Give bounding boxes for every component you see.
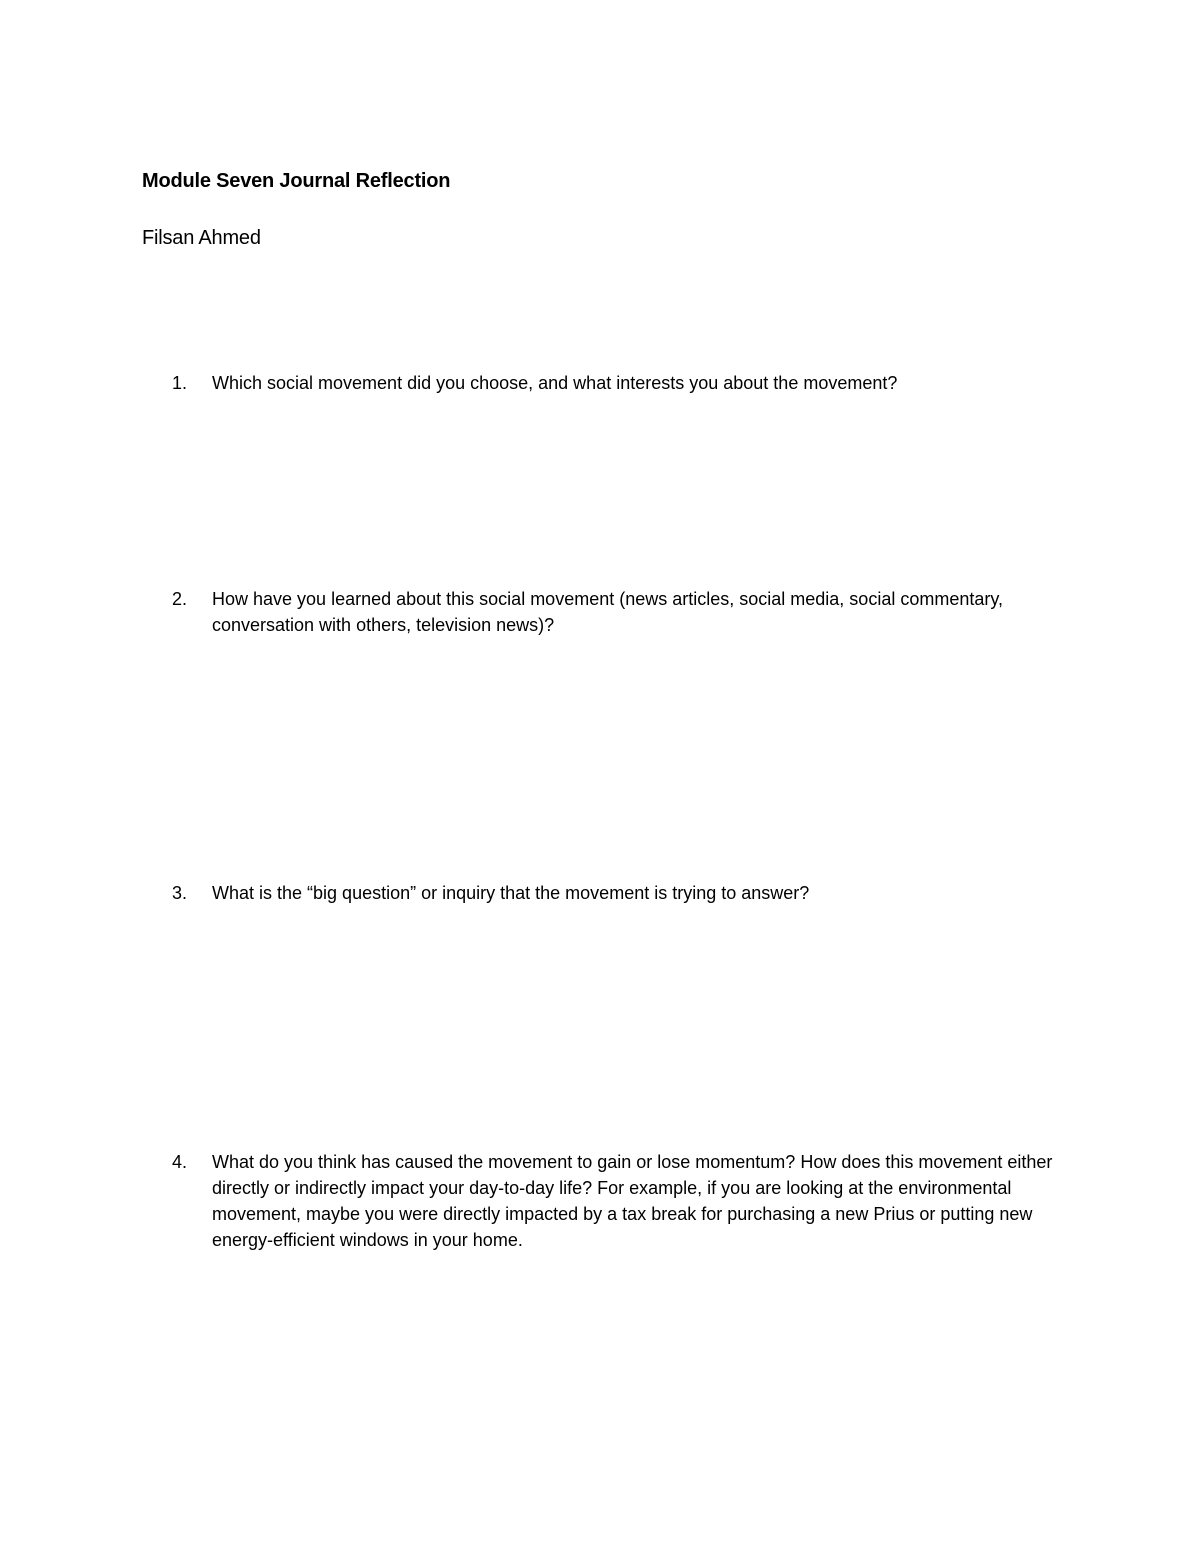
question-number: 4.	[172, 1152, 188, 1172]
question-1	[172, 370, 1072, 396]
question-number: 3.	[172, 883, 188, 903]
document-title: Module Seven Journal Reflection	[142, 170, 451, 192]
question-4	[172, 1149, 1072, 1253]
question-text: How have you learned about this social movement (news articles, social media, social commentary, conversation with others, television news)?	[212, 589, 1004, 635]
question-3	[172, 880, 1072, 906]
question-number: 2.	[172, 589, 188, 609]
question-text: What is the “big question” or inquiry that the movement is trying to answer?	[212, 883, 810, 903]
author-name: Filsan Ahmed	[142, 227, 261, 249]
question-text: Which social movement did you choose, and what interests you about the movement?	[212, 373, 898, 393]
question-text: What do you think has caused the movement to gain or lose momentum? How does this movement either directly or indirectly impact your day-to-day life? For example, if you are looking at the environmental movement, maybe you were directly impacted by a tax break for purchasing a new Prius or putting new energy-efficient windows in your home.	[212, 1152, 1053, 1250]
question-2	[172, 586, 1072, 638]
question-number: 1.	[172, 373, 188, 393]
